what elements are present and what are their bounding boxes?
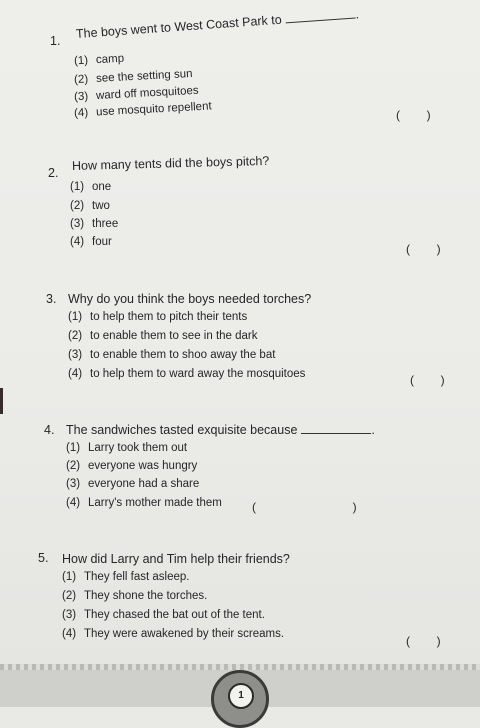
option-text: camp — [95, 52, 125, 67]
question-text: How did Larry and Tim help their friends? — [62, 552, 290, 566]
option-text: They fell fast asleep. — [84, 571, 190, 583]
option-text: ward off mosquitoes — [95, 84, 199, 103]
option-text: to enable them to see in the dark — [90, 330, 258, 342]
question-number: 3. — [46, 292, 57, 306]
option — [70, 218, 118, 230]
option-number: (3) — [70, 218, 85, 230]
answer-parentheses: ( ) — [396, 108, 431, 122]
option — [62, 590, 207, 602]
question-text: How many tents did the boys pitch? — [71, 153, 270, 173]
option-number: (4) — [70, 236, 85, 248]
option-text: four — [92, 236, 112, 248]
option-number: (2) — [70, 200, 85, 212]
option-number: (4) — [62, 628, 77, 640]
answer-blank — [301, 433, 371, 434]
answer-parentheses: ( ) — [406, 634, 441, 648]
option-number: (4) — [66, 497, 81, 509]
option-number: (1) — [66, 442, 81, 454]
answer-parentheses: ( ) — [252, 500, 357, 514]
page-number: 1 — [228, 683, 254, 709]
option-number: (1) — [73, 54, 89, 68]
option — [74, 53, 125, 68]
option — [74, 100, 212, 119]
option — [74, 85, 199, 104]
option — [66, 460, 197, 472]
option-number: (3) — [73, 90, 89, 104]
option-number: (3) — [66, 478, 81, 490]
option-text: Larry took them out — [88, 442, 188, 454]
option-number: (2) — [73, 73, 89, 87]
option — [68, 368, 305, 380]
option — [62, 609, 265, 621]
option-text: everyone was hungry — [88, 460, 198, 472]
option — [66, 442, 187, 454]
question-4-text: The sandwiches tasted exquisite because — [66, 423, 298, 437]
option-text: everyone had a share — [88, 478, 200, 490]
option-text: three — [92, 218, 119, 230]
option-number: (1) — [70, 181, 85, 193]
option-number: (3) — [68, 349, 83, 361]
question-number: 2. — [48, 166, 59, 180]
option-text: see the setting sun — [95, 67, 193, 85]
option-number: (2) — [66, 460, 81, 472]
option-number: (3) — [62, 609, 77, 621]
question-number: 4. — [44, 423, 55, 437]
option-number: (2) — [68, 330, 83, 342]
option-text: to enable them to shoo away the bat — [90, 349, 276, 361]
option-number: (4) — [73, 106, 89, 120]
option-number: (4) — [68, 368, 83, 380]
option-text: use mosquito repellent — [95, 100, 212, 119]
option-text: They shone the torches. — [84, 590, 208, 602]
question-text: The sandwiches tasted exquisite because . — [66, 423, 375, 437]
answer-parentheses: ( ) — [406, 242, 441, 256]
option-text: They were awakened by their screams. — [84, 628, 285, 640]
option — [62, 628, 284, 640]
option — [68, 311, 247, 323]
option — [74, 68, 193, 86]
option-text: They chased the bat out of the tent. — [84, 609, 265, 621]
question-1-text: The boys went to West Coast Park to — [75, 12, 283, 41]
option — [68, 349, 275, 361]
option — [70, 181, 111, 193]
option-text: two — [92, 200, 110, 212]
question-text: Why do you think the boys needed torches? — [68, 292, 312, 306]
option-text: to help them to pitch their tents — [90, 311, 248, 323]
answer-parentheses: ( ) — [410, 373, 445, 387]
option-text: to help them to ward away the mosquitoes — [90, 368, 306, 380]
option-text: Larry's mother made them — [88, 497, 222, 509]
option — [68, 330, 258, 342]
question-text: The boys went to West Coast Park to . — [75, 7, 360, 41]
answer-blank — [286, 17, 356, 23]
option-number: (2) — [62, 590, 77, 602]
option — [70, 236, 112, 248]
question-number: 1. — [50, 34, 61, 48]
option-text: one — [92, 181, 112, 193]
option — [70, 200, 110, 212]
option — [66, 478, 199, 490]
option — [66, 497, 222, 509]
page-edge-mark — [0, 388, 3, 414]
option-number: (1) — [62, 571, 77, 583]
question-number: 5. — [38, 551, 49, 565]
option — [62, 571, 189, 583]
option-number: (1) — [68, 311, 83, 323]
